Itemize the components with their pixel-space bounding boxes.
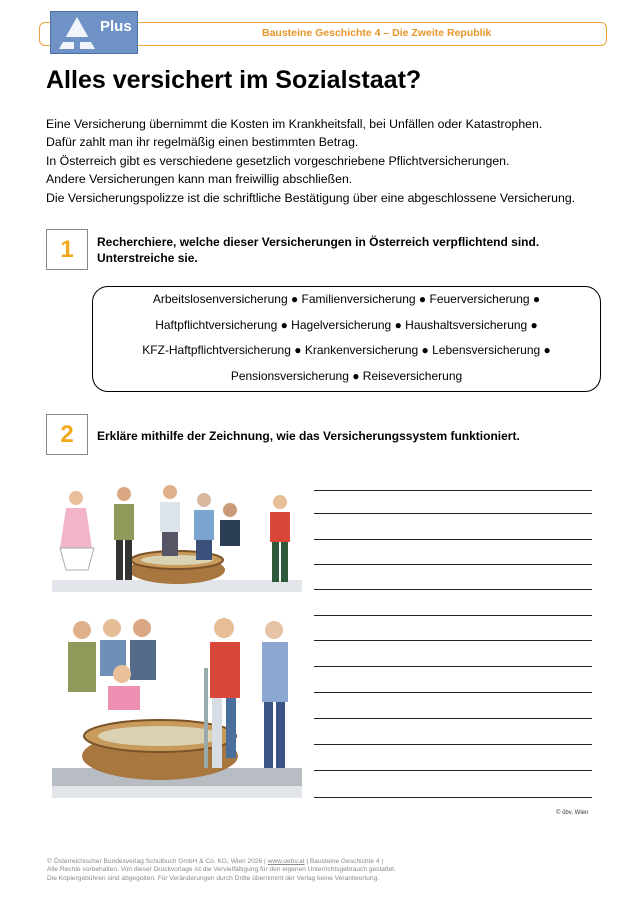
task-1-line: Unterstreiche sie. <box>97 251 198 265</box>
intro-text <box>46 115 575 207</box>
answer-line[interactable] <box>314 666 592 667</box>
page-title: Alles versichert im Sozialstaat? <box>46 66 422 94</box>
answer-line[interactable] <box>314 770 592 771</box>
person-figure <box>60 491 94 570</box>
answer-line[interactable] <box>314 539 592 540</box>
header-title: Bausteine Geschichte 4 – Die Zweite Republik <box>262 27 492 39</box>
person-figure <box>130 619 156 680</box>
task-1-line: Recherchiere, welche dieser Versicherungen in Österreich verpflichtend sind. <box>97 235 540 249</box>
intro-line: Die Versicherungspolizze ist die schriftliche Bestätigung über eine abgeschlossene Versicherung. <box>46 190 576 205</box>
person-figure <box>114 487 134 580</box>
answer-line[interactable] <box>314 744 592 745</box>
person-figure <box>270 495 290 582</box>
task-2-number: 2 <box>46 414 88 455</box>
intro-line: Andere Versicherungen kann man freiwillig abschließen. <box>46 172 353 187</box>
task-2-text: Erkläre mithilfe der Zeichnung, wie das Versicherungssystem funktioniert. <box>97 429 520 443</box>
person-figure <box>220 503 240 546</box>
person-figure <box>68 621 96 692</box>
intro-line: Dafür zahlt man ihr regelmäßig einen bestimmten Betrag. <box>46 135 359 150</box>
person-figure <box>160 485 180 556</box>
task-1-text <box>97 234 539 266</box>
footer-line <box>47 858 396 866</box>
task-1-number: 1 <box>46 229 88 270</box>
answer-line[interactable] <box>314 718 592 719</box>
answer-line[interactable] <box>314 589 592 590</box>
insurance-word-line[interactable]: KFZ-Haftpflichtversicherung ● Krankenversicherung ● Lebensversicherung ● <box>142 343 551 357</box>
illustration-paying-out <box>52 608 302 798</box>
footer-series: | Bausteine Geschichte 4 | <box>304 858 384 865</box>
footer-line: Alle Rechte vorbehalten. Von dieser Druckvorlage ist die Vervielfältigung für den eigenen Unterrichtsgebrauch gestattet. <box>47 866 396 874</box>
insurance-word-line[interactable]: Haftpflichtversicherung ● Hagelversicherung ● Haushaltsversicherung ● <box>155 318 538 332</box>
insurance-word-line[interactable]: Arbeitslosenversicherung ● Familienversicherung ● Feuerversicherung ● <box>152 292 541 306</box>
footer-line: Die Kopiergebühren sind abgegolten. Für Veränderungen durch Dritte übernimmt der Verlag keine Verantwortung. <box>47 874 380 882</box>
answer-line[interactable] <box>314 692 592 693</box>
intro-line: Eine Versicherung übernimmt die Kosten im Krankheitsfall, bei Unfällen oder Katastrophen. <box>46 117 543 131</box>
answer-line[interactable] <box>314 797 592 798</box>
person-figure <box>194 493 214 560</box>
answer-line[interactable] <box>314 490 592 491</box>
person-figure <box>262 621 288 768</box>
footer <box>47 858 396 883</box>
image-credit: © öbv, Wien <box>556 810 589 816</box>
triangle-logo-icon <box>57 15 97 51</box>
plus-logo <box>50 11 138 54</box>
footer-website-link[interactable]: www.oebv.at <box>267 858 305 865</box>
footer-copyright: © Österreichischer Bundesverlag Schulbuch GmbH & Co. KG, Wien 2026 | <box>47 858 268 865</box>
intro-line: In Österreich gibt es verschiedene gesetzlich vorgeschriebene Pflichtversicherungen. <box>46 153 510 168</box>
insurance-word-line[interactable]: Pensionsversicherung ● Reiseversicherung <box>230 369 463 383</box>
illustration-collecting-coins <box>52 480 302 592</box>
answer-line[interactable] <box>314 640 592 641</box>
answer-line[interactable] <box>314 615 592 616</box>
answer-line[interactable] <box>314 513 592 514</box>
answer-line[interactable] <box>314 564 592 565</box>
logo-text: Plus <box>100 18 132 35</box>
